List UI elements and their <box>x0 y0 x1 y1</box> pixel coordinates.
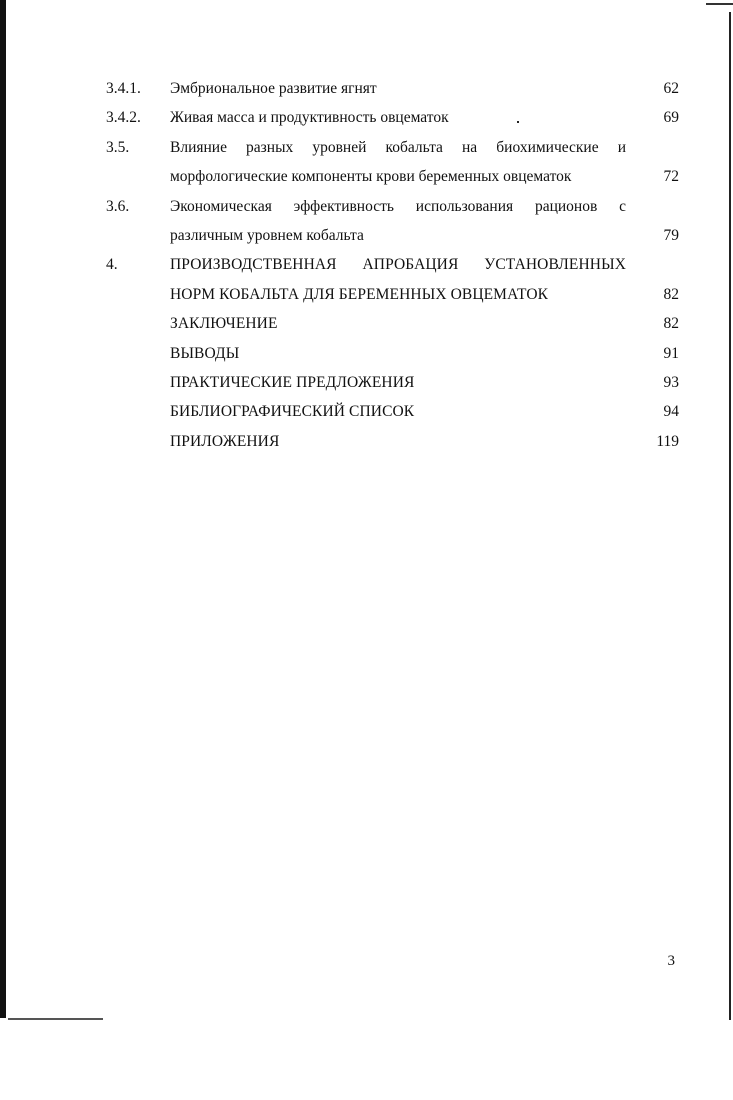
toc-entry-page: 62 <box>663 80 679 97</box>
toc-entry-4 <box>0 250 733 279</box>
toc-entry-title: ВЫВОДЫ <box>170 344 240 362</box>
toc-entry-number: 4. <box>106 256 118 274</box>
toc-entry-page: 119 <box>656 432 679 450</box>
toc-entry-number: 3.5. <box>106 138 130 156</box>
toc-entry-bibliography <box>0 397 733 426</box>
toc-entry-number: 3.4.1. <box>106 80 141 97</box>
toc-entry-3-6-continuation <box>0 221 733 250</box>
toc-entry-page: 69 <box>663 109 679 127</box>
toc-entry-title: ПРОИЗВОДСТВЕННАЯ АПРОБАЦИЯ УСТАНОВЛЕННЫХ <box>170 256 626 274</box>
toc-entry-page: 93 <box>663 373 679 391</box>
toc-entry-page: 72 <box>663 168 679 186</box>
toc-entry-findings <box>0 339 733 368</box>
toc-entry-title: ПРИЛОЖЕНИЯ <box>170 432 280 450</box>
toc-entry-page: 91 <box>663 344 679 362</box>
toc-entry-number: 3.4.2. <box>106 109 141 127</box>
table-of-contents <box>0 74 733 456</box>
scan-top-mark <box>706 3 733 5</box>
toc-entry-4-continuation <box>0 280 733 309</box>
toc-entry-title: ЗАКЛЮЧЕНИЕ <box>170 315 278 333</box>
toc-entry-3-6 <box>0 192 733 221</box>
toc-entry-page: 94 <box>663 403 679 421</box>
toc-entry-page: 82 <box>663 315 679 333</box>
toc-entry-title: БИБЛИОГРАФИЧЕСКИЙ СПИСОК <box>170 403 415 421</box>
toc-entry-title: Эмбриональное развитие ягнят <box>170 80 377 97</box>
toc-entry-3-5-continuation <box>0 162 733 191</box>
toc-entry-3-5 <box>0 133 733 162</box>
toc-entry-title-continuation: НОРМ КОБАЛЬТА ДЛЯ БЕРЕМЕННЫХ ОВЦЕМАТОК <box>170 285 549 303</box>
scan-bottom-mark <box>8 1018 103 1020</box>
toc-entry-3-4-1 <box>0 74 733 103</box>
toc-entry-number: 3.6. <box>106 197 130 215</box>
toc-entry-3-4-2 <box>0 103 733 132</box>
toc-entry-title: Экономическая эффективность использования рационов с <box>170 197 626 215</box>
toc-entry-title-continuation: различным уровнем кобальта <box>170 226 364 244</box>
toc-entry-appendices <box>0 427 733 456</box>
toc-entry-title: Живая масса и продуктивность овцематок <box>170 109 449 127</box>
scan-speck <box>517 121 519 123</box>
toc-entry-title-continuation: морфологические компоненты крови беременных овцематок <box>170 168 572 186</box>
page-number: 3 <box>667 953 675 969</box>
toc-entry-page: 82 <box>663 285 679 303</box>
toc-entry-title: ПРАКТИЧЕСКИЕ ПРЕДЛОЖЕНИЯ <box>170 373 415 391</box>
toc-entry-title: Влияние разных уровней кобальта на биохимические и <box>170 138 626 156</box>
toc-entry-page: 79 <box>663 226 679 244</box>
toc-entry-conclusion <box>0 309 733 338</box>
toc-entry-practical-proposals <box>0 368 733 397</box>
